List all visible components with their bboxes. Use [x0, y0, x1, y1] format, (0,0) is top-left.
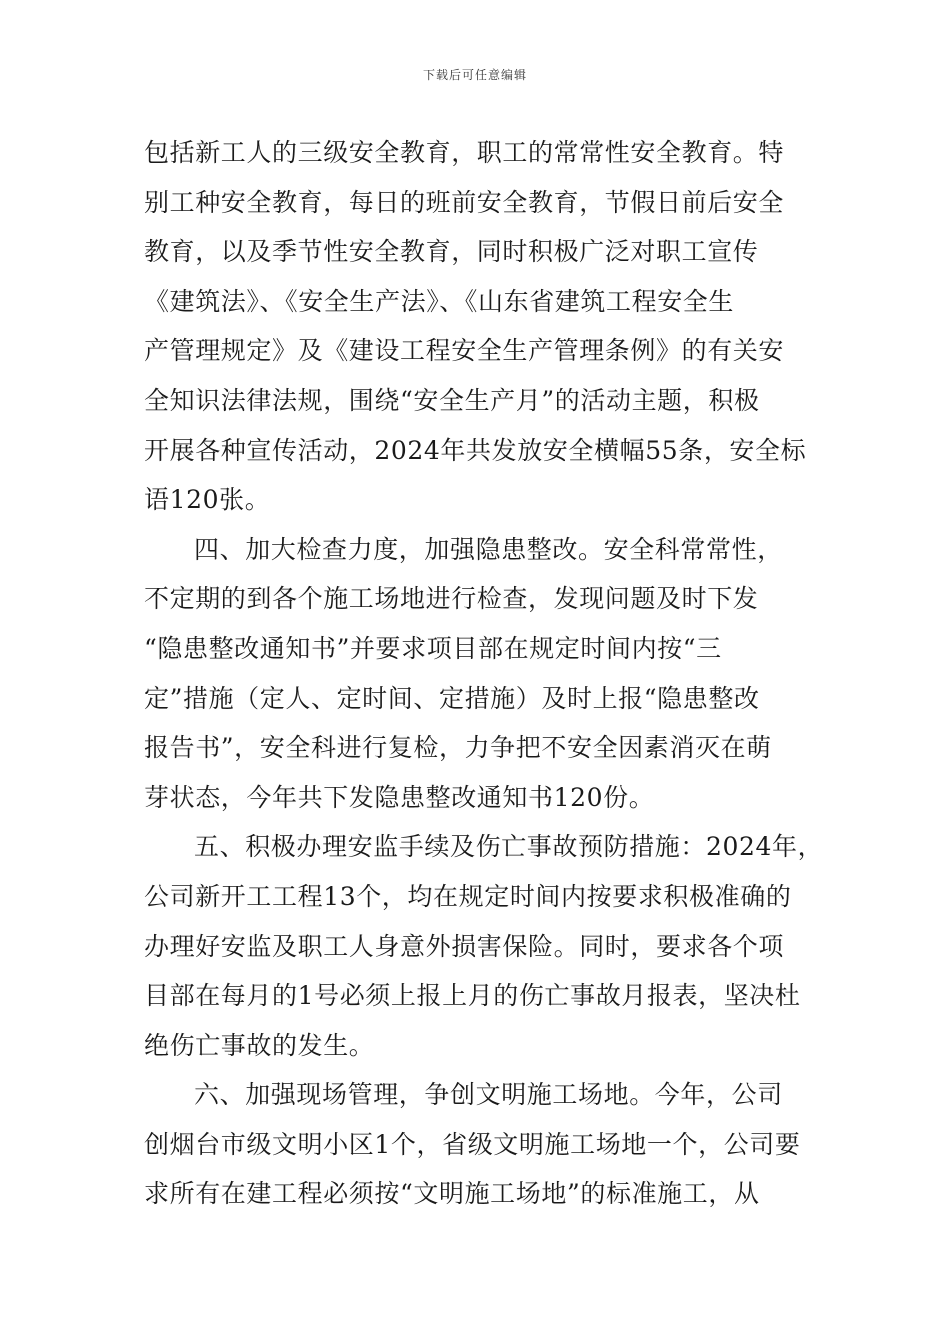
paragraph-site-management	[144, 1070, 809, 1219]
text-line: 绝伤亡事故的发生。	[144, 1030, 375, 1060]
text-line: 全知识法律法规，围绕“安全生产月”的活动主题，积极	[144, 385, 760, 415]
text-line: 公司新开工工程13个，均在规定时间内按要求积极准确的	[144, 881, 792, 911]
text-line: 创烟台市级文明小区1个，省级文明施工场地一个，公司要	[144, 1129, 801, 1159]
text-line: 五、积极办理安监手续及伤亡事故预防措施：2024年，	[194, 832, 824, 862]
text-line: 四、加大检查力度，加强隐患整改。安全科常常性，	[194, 534, 783, 564]
paragraph-inspection	[144, 525, 809, 823]
text-line: 产管理规定》及《建设工程安全生产管理条例》的有关安	[144, 336, 785, 366]
text-line: 不定期的到各个施工场地进行检查，发现问题及时下发	[144, 584, 759, 614]
text-line: 办理好安监及职工人身意外损害保险。同时，要求各个项	[144, 931, 785, 961]
text-line: 别工种安全教育，每日的班前安全教育，节假日前后安全	[144, 187, 785, 217]
text-line: 教育，以及季节性安全教育，同时积极广泛对职工宣传	[144, 237, 759, 267]
text-line: 目部在每月的1号必须上报上月的伤亡事故月报表，坚决杜	[144, 981, 801, 1011]
paragraph-safety-procedures	[144, 822, 824, 1070]
text-line: 定”措施（定人、定时间、定措施）及时上报“隐患整改	[144, 683, 760, 713]
text-line: 六、加强现场管理，争创文明施工场地。今年，公司	[194, 1080, 783, 1110]
text-line: 语120张。	[144, 485, 271, 515]
text-line: 包括新工人的三级安全教育，职工的常常性安全教育。特	[144, 138, 785, 167]
text-line: 求所有在建工程必须按“文明施工场地”的标准施工，从	[144, 1179, 760, 1209]
document-body	[144, 128, 824, 1219]
text-line: 开展各种宣传活动，2024年共发放安全横幅55条，安全标	[144, 435, 807, 465]
text-line: 芽状态，今年共下发隐患整改通知书120份。	[144, 782, 655, 812]
text-line: “隐患整改通知书”并要求项目部在规定时间内按“三	[144, 633, 722, 663]
text-line: 报告书”，安全科进行复检，力争把不安全因素消灭在萌	[144, 733, 772, 763]
paragraph-safety-education	[144, 128, 809, 525]
page-header: 下载后可任意编辑	[422, 68, 527, 82]
text-line: 《建筑法》、《安全生产法》、《山东省建筑工程安全生	[144, 286, 735, 316]
